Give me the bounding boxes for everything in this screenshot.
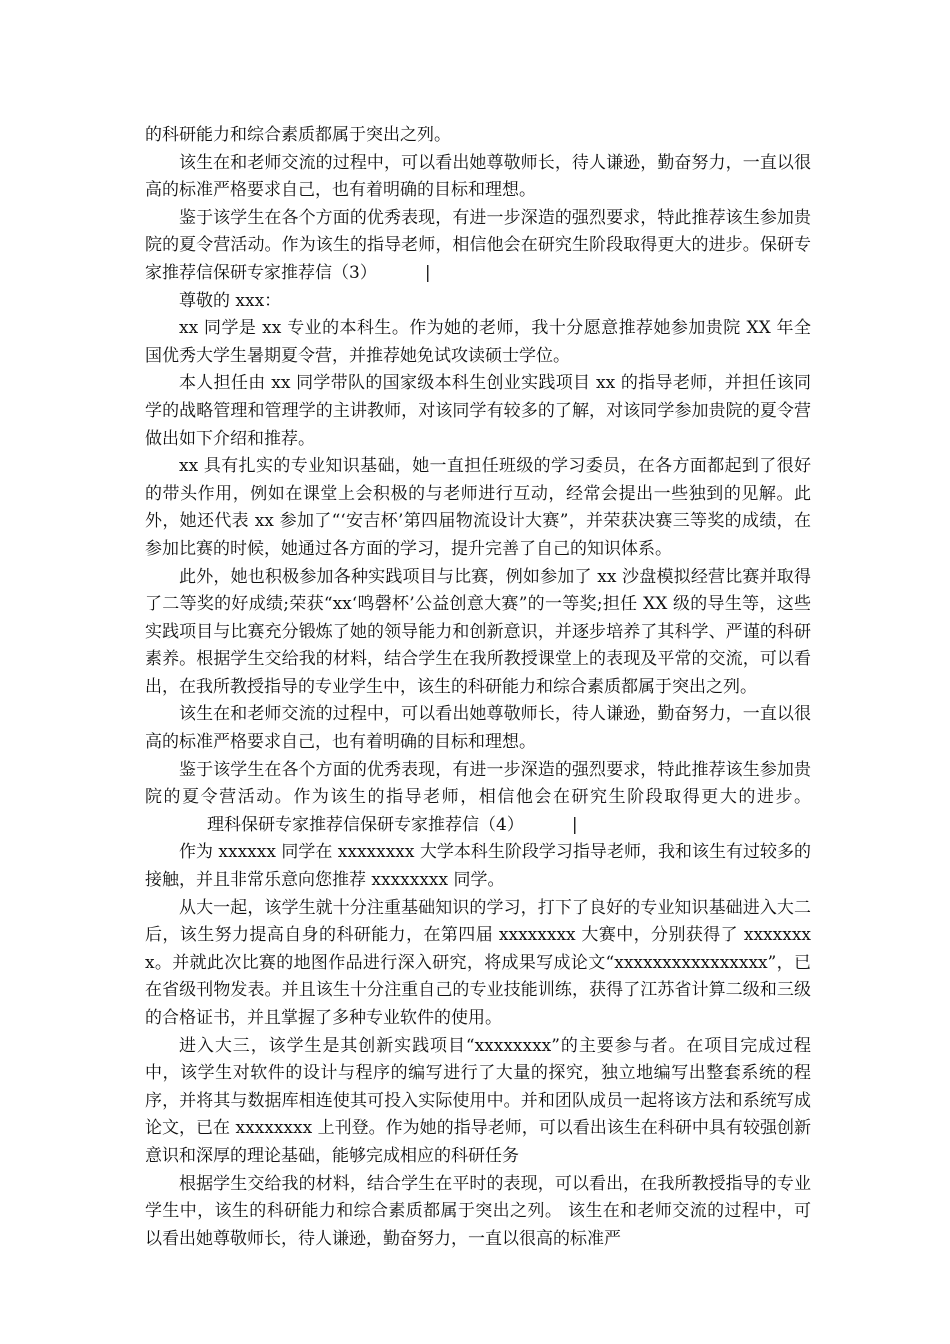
paragraph — [145, 205, 811, 288]
letter-body — [145, 122, 811, 1253]
paragraph: 根据学生交给我的材料，结合学生在平时的表现，可以看出，在我所教授指导的专业学生中，该生的科研能力和综合素质都属于突出之列。 该生在和老师交流的过程中，可以看出她尊敬师长，待人谦逊，勤奋努力，一直以很高的标准严 — [145, 1173, 811, 1249]
section-heading: 理科保研专家推荐信保研专家推荐信（4） — [207, 814, 524, 835]
paragraph: 该生在和老师交流的过程中，可以看出她尊敬师长，待人谦逊，勤奋努力，一直以很高的标准严格要求自己，也有着明确的目标和理想。 — [145, 152, 811, 201]
paragraph: 该生在和老师交流的过程中，可以看出她尊敬师长，待人谦逊，勤奋努力，一直以很高的标准严格要求自己，也有着明确的目标和理想。 — [145, 704, 811, 753]
text-cursor-bar: | — [424, 262, 431, 283]
paragraph: xx 同学是 xx 专业的本科生。作为她的老师，我十分愿意推荐她参加贵院 XX 年全国优秀大学生暑期夏令营，并推荐她免试攻读硕士学位。 — [145, 318, 811, 366]
paragraph — [145, 757, 811, 840]
paragraph: 此外，她也积极参加各种实践项目与比赛，例如参加了 xx 沙盘模拟经营比赛并取得了二等奖的好成绩;荣获“xx‘鸣磬杯’公益创意大赛”的一等奖;担任 XX 级的导生等，这些实践项目与比赛充分锻炼了她的领导能力和创新意识，并逐步培养了其科学、严谨的科研素养。根据学生交给我的材料，结合学生在我所教授课堂上的表现及平常的交流，可以看出，在我所教授指导的专业学生中，该生的科研能力和综合素质都属于突出之列。 — [145, 566, 811, 697]
paragraph-text: 鉴于该学生在各个方面的优秀表现，有进一步深造的强烈要求，特此推荐该生参加贵院的夏令营活动。作为该生的指导老师，相信他会在研究生阶段取得更大的进步。保研专家推荐信保研专家推荐信（3） — [145, 207, 811, 283]
text-cursor-bar: | — [571, 814, 578, 835]
salutation: 尊敬的 xxx： — [179, 290, 282, 311]
paragraph-text: 鉴于该学生在各个方面的优秀表现，有进一步深造的强烈要求，特此推荐该生参加贵院的夏令营活动。作为该生的指导老师，相信他会在研究生阶段取得更大的进步。 — [145, 759, 811, 808]
paragraph: 本人担任由 xx 同学带队的国家级本科生创业实践项目 xx 的指导老师，并担任该同学的战略管理和管理学的主讲教师，对该同学有较多的了解，对该同学参加贵院的夏令营做出如下介绍和推荐。 — [145, 373, 811, 449]
paragraph: 进入大三，该学生是其创新实践项目“xxxxxxxx”的主要参与者。在项目完成过程中，该学生对软件的设计与程序的编写进行了大量的探究，独立地编写出整套系统的程序，并将其与数据库相连使其可投入实际使用中。并和团队成员一起将该方法和系统写成论文，已在 xxxxxxxx 上刊登。作为她的指导老师，可以看出该生在科研中具有较强创新意识和深厚的理论基础，能够完成相应的科研任务 — [145, 1035, 811, 1166]
paragraph-continuation: 的科研能力和综合素质都属于突出之列。 — [145, 125, 451, 145]
paragraph: xx 具有扎实的专业知识基础，她一直担任班级的学习委员，在各方面都起到了很好的带头作用，例如在课堂上会积极的与老师进行互动，经常会提出一些独到的见解。此外，她还代表 xx 参加了“‘安吉杯’第四届物流设计大赛”，并荣获决赛三等奖的成绩，在参加比赛的时候，她通过各方面的学习，提升完善了自己的知识体系。 — [145, 456, 811, 559]
paragraph: 从大一起，该学生就十分注重基础知识的学习，打下了良好的专业知识基础进入大二后，该生努力提高自身的科研能力，在第四届 xxxxxxxx 大赛中，分别获得了 xxxxxxxx。并就此次比赛的地图作品进行深入研究，将成果写成论文“xxxxxxxxxxxxxxxx”，已在省级刊物发表。并且该生十分注重自己的专业技能训练，获得了江苏省计算二级和三级的合格证书，并且掌握了多种专业软件的使用。 — [145, 897, 811, 1028]
paragraph: 作为 xxxxxx 同学在 xxxxxxxx 大学本科生阶段学习指导老师，我和该生有过较多的接触，并且非常乐意向您推荐 xxxxxxxx 同学。 — [145, 842, 811, 891]
